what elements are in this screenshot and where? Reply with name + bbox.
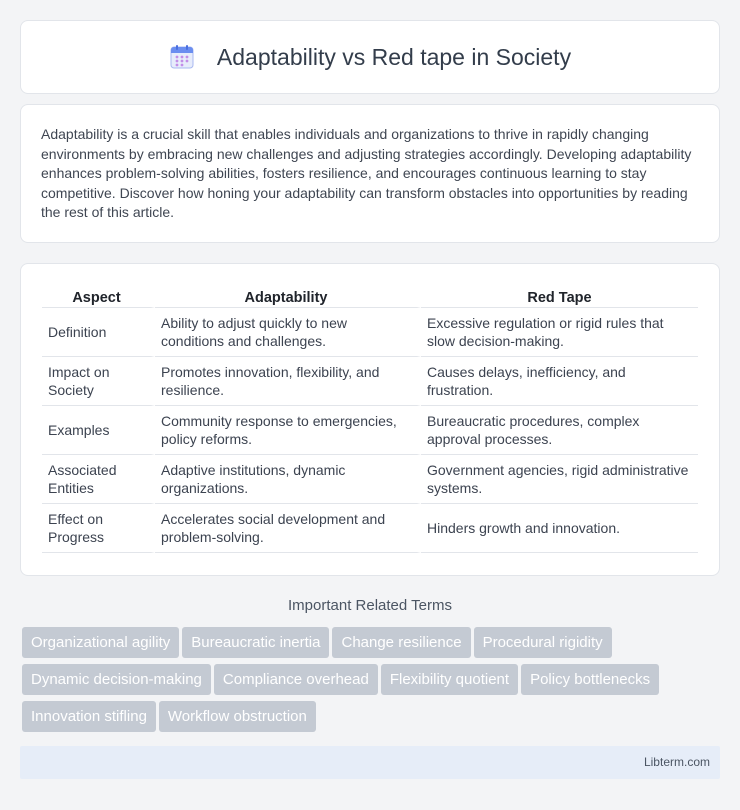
tag-flexibility-quotient[interactable]: Flexibility quotient — [381, 664, 518, 695]
intro-paragraph: Adaptability is a crucial skill that enables individuals and organizations to thrive in rapidly changing environments by embracing new challenges and adjusting strategies accordingly. Developing adaptability enhances problem-solving abilities, fosters resilience, and encourages continuous learning to stay competitive. Discover how honing your adaptability can transform obstacles into opportunities by reading the rest of this article. — [41, 126, 692, 221]
comparison-table — [42, 284, 698, 553]
tag-procedural-rigidity[interactable]: Procedural rigidity — [474, 627, 612, 658]
cell-aspect: Associated Entities — [42, 455, 155, 504]
cell-red-tape: Government agencies, rigid administrative systems. — [421, 455, 698, 504]
cell-aspect: Definition — [42, 308, 155, 357]
cell-aspect: Impact on Society — [42, 357, 155, 406]
table-row — [42, 455, 698, 504]
calendar-icon — [169, 44, 195, 70]
tag-dynamic-decision-making[interactable]: Dynamic decision-making — [22, 664, 211, 695]
cell-adaptability: Promotes innovation, flexibility, and resilience. — [155, 357, 421, 406]
tag-policy-bottlenecks[interactable]: Policy bottlenecks — [521, 664, 659, 695]
table-row — [42, 504, 698, 553]
table-row — [42, 308, 698, 357]
cell-red-tape: Hinders growth and innovation. — [421, 504, 698, 553]
cell-adaptability: Ability to adjust quickly to new conditions and challenges. — [155, 308, 421, 357]
footer-bar — [20, 746, 720, 779]
tag-organizational-agility[interactable]: Organizational agility — [22, 627, 179, 658]
tag-change-resilience[interactable]: Change resilience — [332, 627, 470, 658]
cell-aspect: Effect on Progress — [42, 504, 155, 553]
related-terms-heading: Important Related Terms — [288, 597, 452, 614]
footer-site-link[interactable]: Libterm.com — [643, 755, 710, 769]
cell-aspect: Examples — [42, 406, 155, 455]
cell-adaptability: Accelerates social development and problem-solving. — [155, 504, 421, 553]
header-adaptability: Adaptability — [155, 284, 421, 308]
cell-adaptability: Adaptive institutions, dynamic organizations. — [155, 455, 421, 504]
table-header-row — [42, 284, 698, 308]
cell-red-tape: Causes delays, inefficiency, and frustration. — [421, 357, 698, 406]
related-terms-list — [22, 627, 722, 738]
tag-workflow-obstruction[interactable]: Workflow obstruction — [159, 701, 316, 732]
cell-red-tape: Bureaucratic procedures, complex approval processes. — [421, 406, 698, 455]
table-row — [42, 357, 698, 406]
comparison-table-card — [20, 263, 720, 576]
page-title: Adaptability vs Red tape in Society — [216, 43, 572, 70]
cell-red-tape: Excessive regulation or rigid rules that slow decision-making. — [421, 308, 698, 357]
cell-adaptability: Community response to emergencies, policy reforms. — [155, 406, 421, 455]
title-card — [20, 20, 720, 94]
tag-compliance-overhead[interactable]: Compliance overhead — [214, 664, 378, 695]
header-aspect: Aspect — [42, 284, 155, 308]
header-red-tape: Red Tape — [421, 284, 698, 308]
tag-bureaucratic-inertia[interactable]: Bureaucratic inertia — [182, 627, 329, 658]
tag-innovation-stifling[interactable]: Innovation stifling — [22, 701, 156, 732]
table-row — [42, 406, 698, 455]
intro-card — [20, 104, 720, 243]
